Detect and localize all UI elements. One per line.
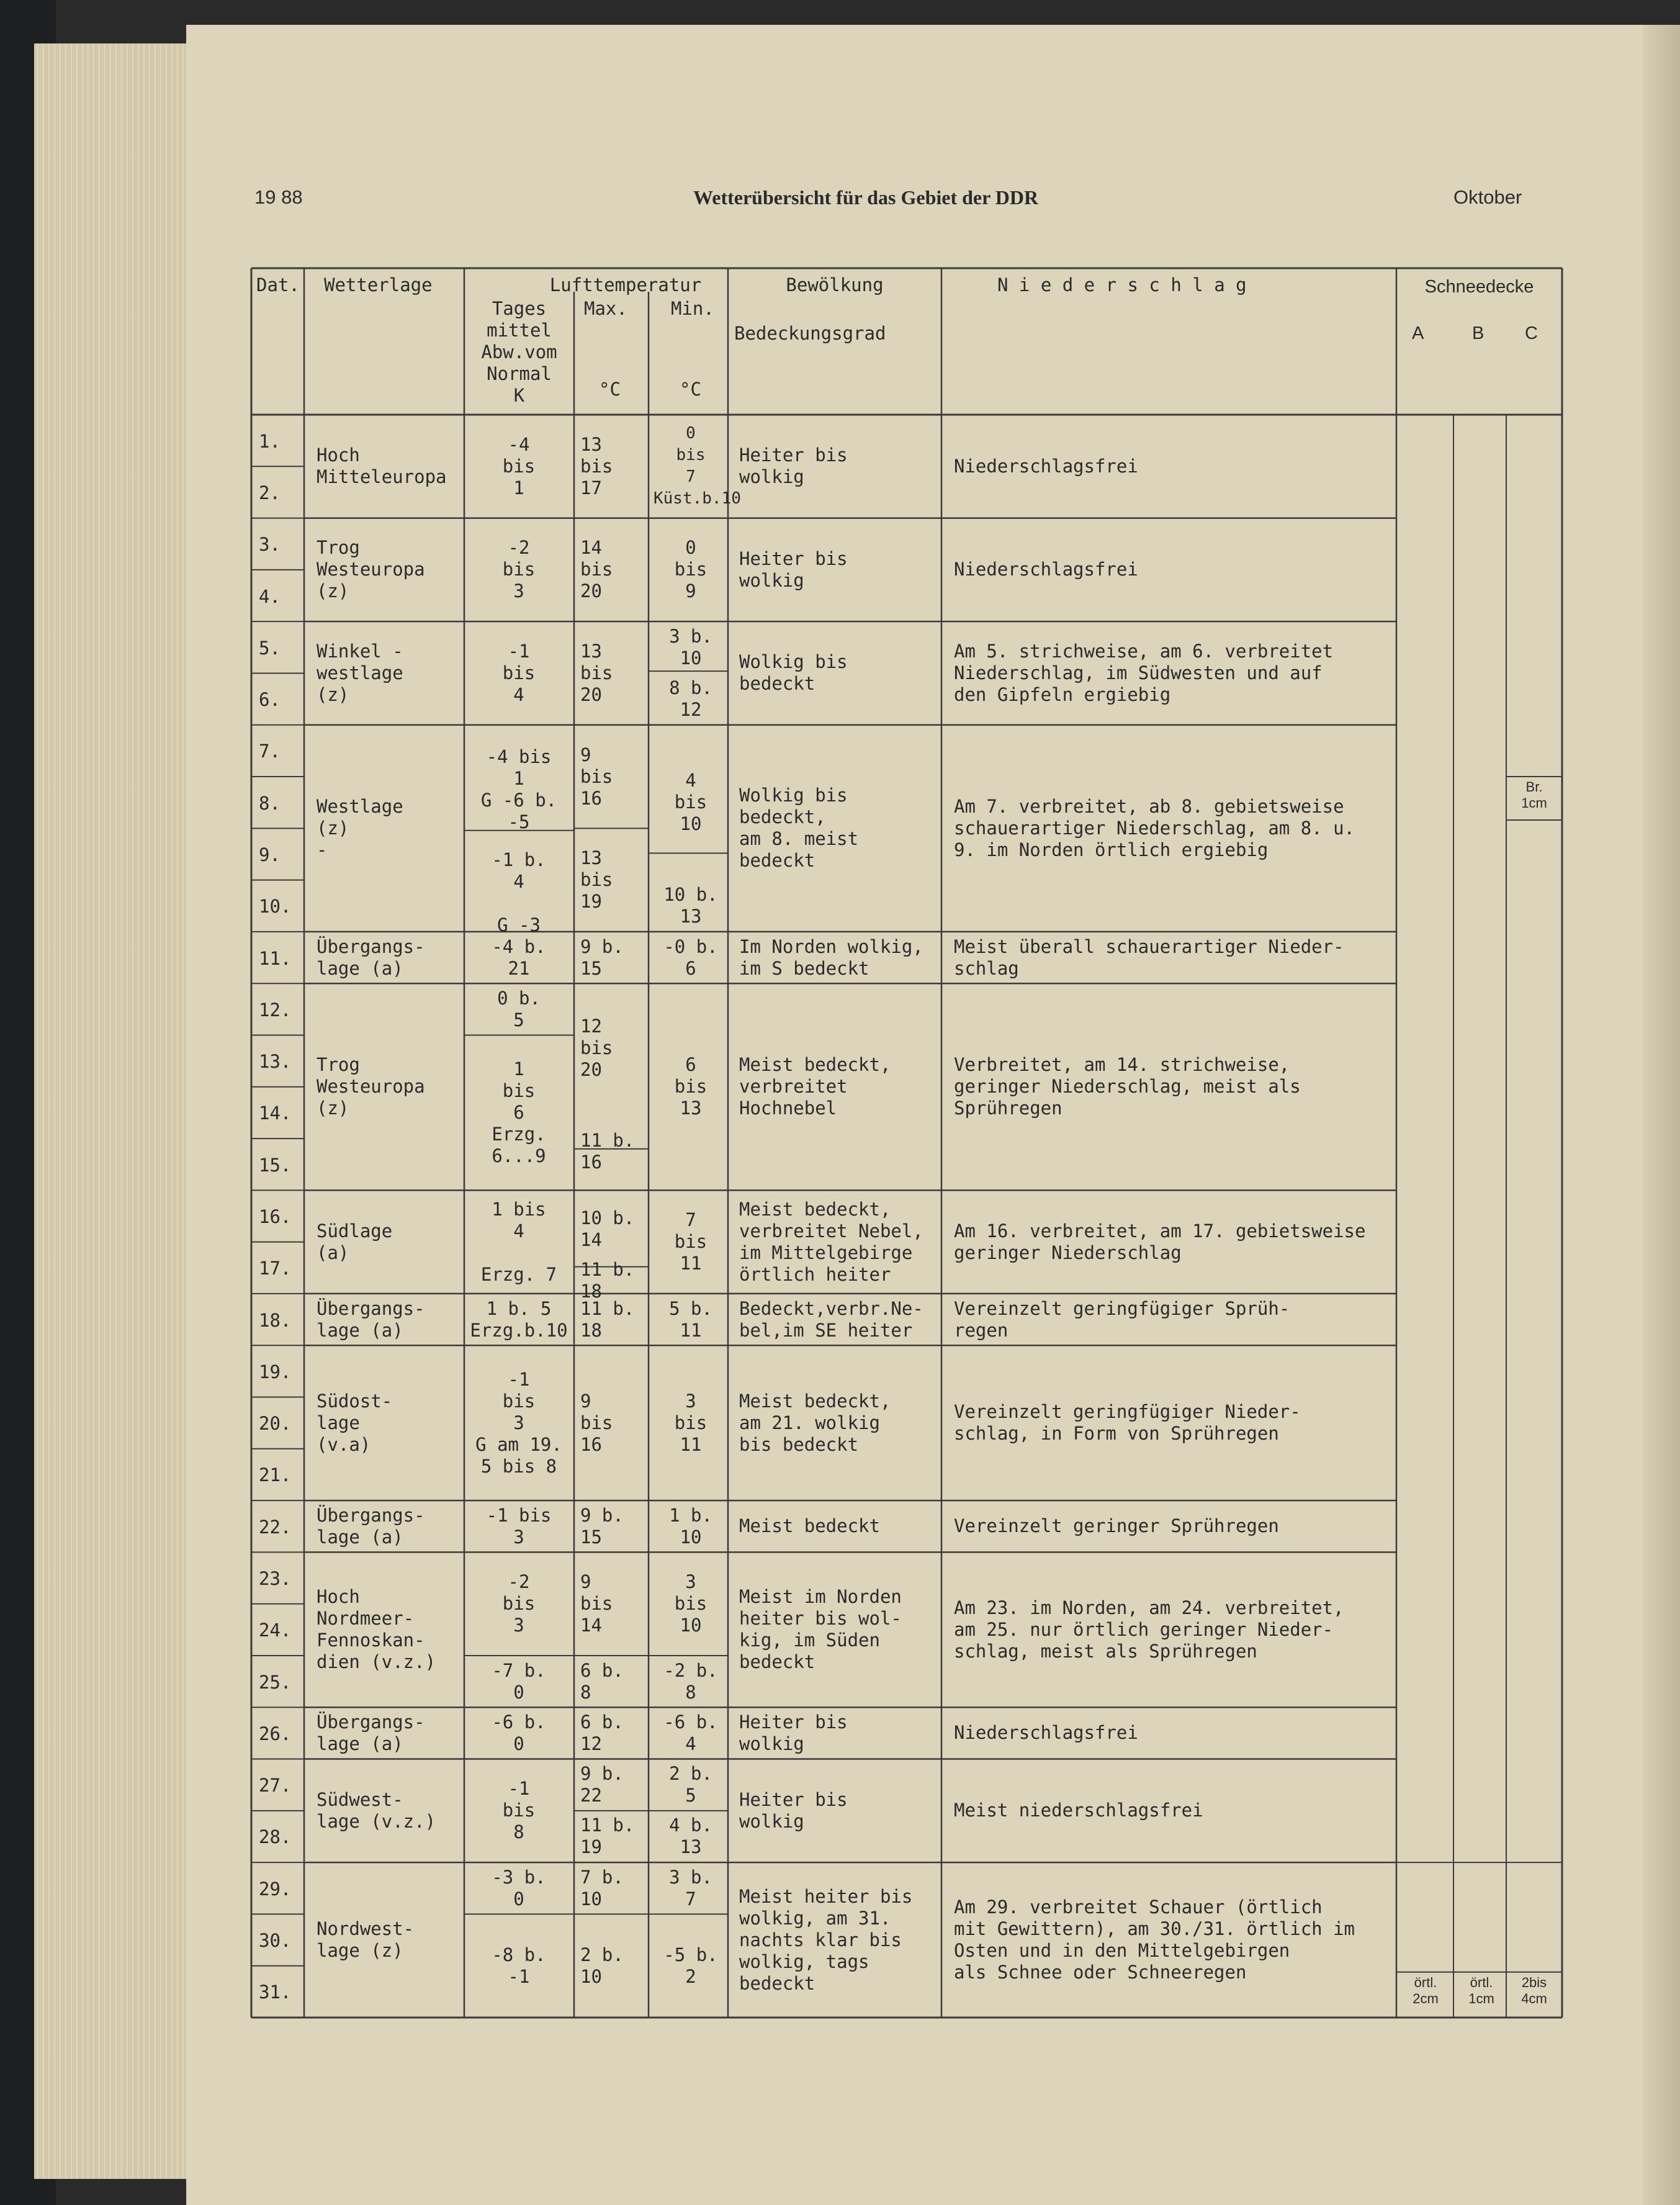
date-cell: 5.: [259, 637, 281, 659]
mean-temp-cell: 0 b. 5: [497, 987, 541, 1030]
max-temp-cell: 6 b. 12: [580, 1711, 624, 1754]
date-cell: 18.: [259, 1309, 292, 1331]
situation-cell: Südlage (a): [317, 1220, 393, 1263]
min-temp-cell: 3 bis 11: [674, 1390, 707, 1455]
min-temp-cell: 3 b. 7: [669, 1866, 712, 1910]
date-cell: 21.: [259, 1464, 292, 1486]
mean-temp-cell: 1 b. 5 Erzg.b.10: [470, 1297, 568, 1341]
date-cell: 8.: [259, 792, 281, 814]
max-temp-cell: 12 bis 20: [580, 1015, 613, 1080]
min-temp-cell: 8 b. 12: [669, 677, 712, 721]
col-header-cloud: Bewölkung: [786, 274, 884, 295]
max-temp-cell: 9 bis 14: [580, 1571, 613, 1636]
max-temp-cell: 10 b. 14: [580, 1207, 635, 1250]
precip-cell: Am 16. verbreitet, am 17. gebietsweise geringer Niederschlag: [954, 1220, 1366, 1263]
max-temp-cell: 7 b. 10: [580, 1866, 624, 1910]
min-temp-cell: 0 bis 9: [674, 537, 707, 602]
date-cell: 24.: [259, 1620, 292, 1641]
min-temp-cell: -2 b. 8: [663, 1659, 718, 1703]
page-year: 19 88: [254, 186, 303, 208]
col-header-max-unit: °C: [599, 379, 621, 400]
page-title: Wetterübersicht für das Gebiet der DDR: [693, 186, 1039, 209]
date-cell: 16.: [259, 1206, 292, 1227]
col-header-min: Min.: [671, 298, 714, 319]
precip-cell: Niederschlagsfrei: [954, 559, 1138, 580]
col-header-mean: Tages mittel Abw.vom Normal K: [481, 298, 557, 406]
date-cell: 11.: [259, 947, 292, 969]
col-header-max: Max.: [584, 298, 627, 319]
date-cell: 3.: [259, 534, 281, 556]
snow-cell: 2bis 4cm: [1521, 1974, 1547, 2006]
max-temp-cell: 9 b. 22: [580, 1763, 624, 1806]
cloud-cell: Heiter bis wolkig: [739, 1788, 848, 1832]
date-cell: 28.: [259, 1826, 292, 1848]
mean-temp-cell: -1 bis 8: [502, 1778, 536, 1843]
date-cell: 19.: [259, 1361, 292, 1382]
max-temp-cell: 11 b. 18: [580, 1259, 635, 1302]
mean-temp-cell: -7 b. 0: [492, 1659, 546, 1703]
col-header-snow: Schneedecke: [1424, 277, 1534, 297]
cloud-cell: Heiter bis wolkig: [739, 1711, 848, 1754]
cloud-cell: Heiter bis wolkig: [739, 548, 848, 591]
cloud-cell: Meist bedeckt, verbreitet Hochnebel: [739, 1054, 891, 1119]
date-cell: 27.: [259, 1775, 292, 1797]
situation-cell: Übergangs- lage (a): [317, 936, 425, 979]
min-temp-cell: 4 b. 13: [669, 1815, 712, 1858]
situation-cell: Winkel - westlage (z): [317, 640, 403, 705]
col-header-snow-a: A: [1412, 323, 1424, 343]
mean-temp-cell: -1 b. 4 G -3: [492, 849, 546, 936]
date-cell: 29.: [259, 1878, 292, 1900]
min-temp-cell: 3 bis 10: [674, 1571, 707, 1636]
situation-cell: Hoch Nordmeer- Fennoskan- dien (v.z.): [317, 1586, 436, 1673]
mean-temp-cell: -4 bis 1 G -6 b. -5: [480, 746, 557, 832]
cloud-cell: Im Norden wolkig, im S bedeckt: [739, 936, 923, 979]
min-temp-cell: 2 b. 5: [669, 1763, 712, 1806]
mean-temp-cell: -8 b. -1: [492, 1944, 546, 1987]
precip-cell: Am 23. im Norden, am 24. verbreitet, am 25. nur örtlich geringer Nieder- schlag, meist als Sprühregen: [954, 1597, 1344, 1662]
date-cell: 26.: [259, 1723, 292, 1744]
cloud-cell: Meist bedeckt, verbreitet Nebel, im Mittelgebirge örtlich heiter: [739, 1198, 923, 1285]
cloud-cell: Bedeckt,verbr.Ne- bel,im SE heiter: [739, 1297, 923, 1341]
min-temp-cell: 10 b. 13: [663, 884, 718, 927]
cloud-cell: Meist bedeckt, am 21. wolkig bis bedeckt: [739, 1390, 891, 1455]
date-cell: 4.: [259, 585, 281, 607]
mean-temp-cell: -1 bis 4: [502, 640, 536, 705]
date-cell: 7.: [259, 741, 281, 762]
col-header-temperature: Lufttemperatur: [549, 274, 702, 295]
min-temp-cell: 3 b. 10: [669, 625, 712, 669]
date-cell: 10.: [259, 896, 292, 918]
snow-cell: Br. 1cm: [1521, 779, 1547, 811]
date-cell: 23.: [259, 1568, 292, 1590]
min-temp-cell: 1 b. 10: [669, 1504, 712, 1548]
situation-cell: Übergangs- lage (a): [317, 1711, 425, 1754]
date-cell: 9.: [259, 844, 281, 865]
col-header-snow-b: B: [1472, 323, 1485, 343]
precip-cell: Am 5. strichweise, am 6. verbreitet Niederschlag, im Südwesten und auf den Gipfeln ergiebig: [954, 640, 1334, 705]
col-header-min-unit: °C: [680, 379, 701, 400]
max-temp-cell: 13 bis 20: [580, 640, 613, 705]
precip-cell: Meist überall schauerartiger Nieder- schlag: [954, 936, 1344, 979]
situation-cell: Übergangs- lage (a): [317, 1297, 425, 1341]
min-temp-cell: 6 bis 13: [674, 1054, 707, 1119]
min-temp-cell: -5 b. 2: [663, 1944, 718, 1987]
mean-temp-cell: -1 bis 3 G am 19. 5 bis 8: [475, 1368, 562, 1477]
max-temp-cell: 9 bis 16: [580, 744, 613, 809]
situation-cell: Trog Westeuropa (z): [317, 537, 425, 602]
date-cell: 17.: [259, 1258, 292, 1279]
mean-temp-cell: -3 b. 0: [492, 1866, 546, 1910]
min-temp-cell: 5 b. 11: [669, 1297, 712, 1341]
cloud-cell: Meist im Norden heiter bis wol- kig, im Süden bedeckt: [739, 1586, 902, 1673]
cloud-cell: Meist heiter bis wolkig, am 31. nachts klar bis wolkig, tags bedeckt: [739, 1885, 913, 1994]
max-temp-cell: 11 b. 18: [580, 1297, 635, 1341]
mean-temp-cell: -4 bis 1: [502, 433, 536, 498]
precip-cell: Am 7. verbreitet, ab 8. gebietsweise schauerartiger Niederschlag, am 8. u. 9. im Norden örtlich ergiebig: [954, 795, 1355, 860]
mean-temp-cell: -4 b. 21: [492, 936, 546, 979]
precip-cell: Niederschlagsfrei: [954, 1722, 1138, 1744]
cloud-cell: Wolkig bis bedeckt: [739, 651, 848, 695]
date-cell: 2.: [259, 482, 281, 503]
date-cell: 31.: [259, 1982, 292, 2003]
precip-cell: Am 29. verbreitet Schauer (örtlich mit Gewittern), am 30./31. örtlich im Osten und in den Mittelgebirgen als Schnee oder Schneeregen: [954, 1896, 1355, 1983]
page-month: Oktober: [1453, 186, 1522, 208]
mean-temp-cell: -1 bis 3: [486, 1504, 552, 1548]
snow-cell: örtl. 1cm: [1468, 1974, 1494, 2006]
date-cell: 30.: [259, 1930, 292, 1952]
max-temp-cell: 9 bis 16: [580, 1390, 613, 1455]
date-cell: 25.: [259, 1671, 292, 1693]
situation-cell: Trog Westeuropa (z): [317, 1054, 425, 1119]
max-temp-cell: 13 bis 19: [580, 847, 613, 913]
date-cell: 13.: [259, 1051, 292, 1073]
max-temp-cell: 2 b. 10: [580, 1944, 624, 1987]
max-temp-cell: 11 b. 19: [580, 1815, 635, 1858]
situation-cell: Südwest- lage (v.z.): [317, 1788, 436, 1832]
precip-cell: Verbreitet, am 14. strichweise, geringer Niederschlag, meist als Sprühregen: [954, 1054, 1301, 1119]
date-cell: 1.: [259, 430, 281, 452]
mean-temp-cell: 1 bis 6 Erzg. 6...9: [492, 1058, 546, 1166]
date-cell: 6.: [259, 689, 281, 711]
situation-cell: Westlage (z) -: [317, 795, 403, 860]
date-cell: 22.: [259, 1516, 292, 1538]
max-temp-cell: 13 bis 17: [580, 433, 613, 498]
precip-cell: Meist niederschlagsfrei: [954, 1800, 1203, 1821]
col-header-date: Dat.: [256, 274, 300, 295]
mean-temp-cell: 1 bis 4 Erzg. 7: [480, 1198, 557, 1285]
max-temp-cell: 9 b. 15: [580, 936, 624, 979]
precip-cell: Vereinzelt geringfügiger Sprüh- regen: [954, 1297, 1290, 1341]
col-header-precip: N i e d e r s c h l a g: [997, 274, 1247, 295]
date-cell: 15.: [259, 1154, 292, 1176]
precip-cell: Vereinzelt geringfügiger Nieder- schlag, in Form von Sprühregen: [954, 1401, 1301, 1445]
col-header-cloud-sub: Bedeckungsgrad: [734, 323, 886, 344]
cloud-cell: Heiter bis wolkig: [739, 444, 848, 488]
max-temp-cell: 9 b. 15: [580, 1504, 624, 1548]
min-temp-cell: 7 bis 11: [674, 1209, 707, 1274]
max-temp-cell: 14 bis 20: [580, 537, 613, 602]
min-temp-cell: -6 b. 4: [663, 1711, 718, 1754]
min-temp-cell: 0 bis 7 Küst.b.10: [654, 424, 741, 508]
col-header-snow-c: C: [1525, 323, 1538, 343]
min-temp-cell: 4 bis 10: [674, 770, 707, 835]
date-cell: 20.: [259, 1413, 292, 1435]
date-cell: 14.: [259, 1102, 292, 1124]
col-header-situation: Wetterlage: [324, 274, 433, 295]
mean-temp-cell: -6 b. 0: [492, 1711, 546, 1754]
precip-cell: Niederschlagsfrei: [954, 455, 1138, 477]
max-temp-cell: 11 b. 16: [580, 1129, 635, 1173]
situation-cell: Übergangs- lage (a): [317, 1504, 425, 1548]
min-temp-cell: -0 b. 6: [663, 936, 718, 979]
max-temp-cell: 6 b. 8: [580, 1659, 624, 1703]
cloud-cell: Wolkig bis bedeckt, am 8. meist bedeckt: [739, 785, 859, 872]
situation-cell: Nordwest- lage (z): [317, 1918, 415, 1962]
precip-cell: Vereinzelt geringer Sprühregen: [954, 1515, 1279, 1537]
situation-cell: Hoch Mitteleuropa: [317, 444, 447, 488]
date-cell: 12.: [259, 999, 292, 1021]
snow-cell: örtl. 2cm: [1413, 1974, 1439, 2006]
cloud-cell: Meist bedeckt: [739, 1515, 880, 1537]
mean-temp-cell: -2 bis 3: [502, 1571, 536, 1636]
situation-cell: Südost- lage (v.a): [317, 1390, 393, 1455]
mean-temp-cell: -2 bis 3: [502, 537, 536, 602]
